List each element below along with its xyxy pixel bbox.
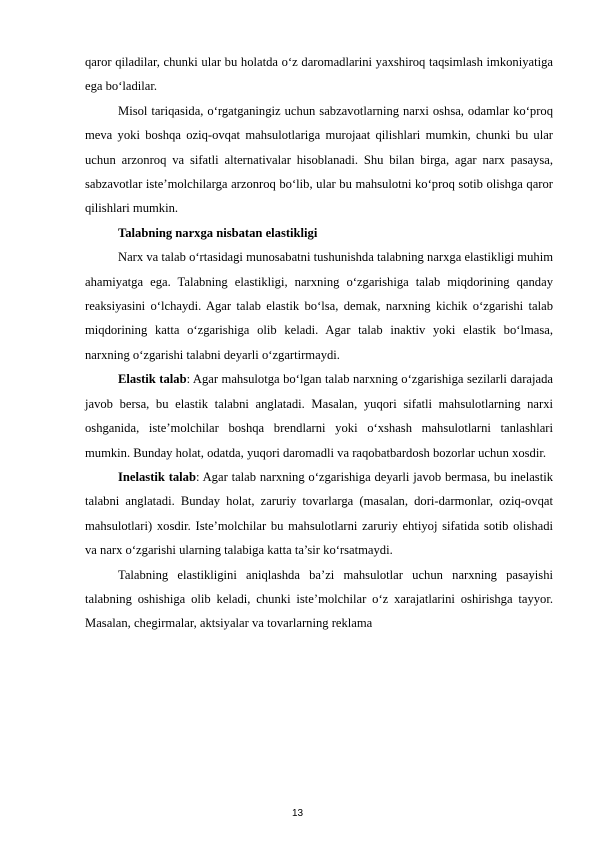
- page-number: 13: [291, 808, 304, 819]
- term-elastic-demand: Elastik talab: [118, 372, 187, 387]
- term-inelastic-demand: Inelastik talab: [118, 469, 196, 484]
- definition-elastic-demand: : Agar mahsulotga bo‘lgan talab narxning o‘zgarishiga sezilarli darajada javob bersa, bu elastik talabni anglatadi. Masalan, yuqori sifatli mahsulotlarning narxi oshganida, iste’molchilar boshqa brendlarni yoki o‘xshash mahsulotlarni tanlashlari mumkin. Bunday holat, odatda, yuqori daromadli va raqobatbardosh bozorlar uchun xosdir.: [85, 372, 554, 460]
- paragraph-elasticity-intro: Narx va talab o‘rtasidagi munosabatni tushunishda talabning narxga elastikligi muhim ahamiyatga ega. Talabning elastikligi, narxning o‘zgarishiga talab miqdorining qanday reaksiyasini o‘lchaydi. Agar talab elastik bo‘lsa, demak, narxning kichik o‘zgarishi talab miqdorining katta o‘zgarishiga olib keladi. Agar talab inaktiv yoki elastik bo‘lmasa, narxning o‘zgarishi talabni deyarli o‘zgartirmaydi.: [85, 250, 553, 362]
- paragraph-example: Misol tariqasida, o‘rgatganingiz uchun sabzavotlarning narxi oshsa, odamlar ko‘proq meva yoki boshqa oziq-ovqat mahsulotlariga murojaat qilishlari mumkin, chunki bu ular uchun arzonroq va sifatli alternativalar hisoblanadi. Shu bilan birga, agar narx pasaysa, sabzavotlar iste’molchilarga arzonroq bo‘lib, ular bu mahsulotni ko‘proq sotib olishga qaror qilishlari mumkin.: [85, 103, 553, 216]
- paragraph-continuation: qaror qiladilar, chunki ular bu holatda o‘z daromadlarini yaxshiroq taqsimlash imkoniyatiga ega bo‘ladilar.: [85, 55, 553, 94]
- section-heading: Talabning narxga nisbatan elastikligi: [118, 225, 318, 240]
- paragraph-elastic-demand: [85, 367, 553, 465]
- page-body: [85, 50, 553, 636]
- paragraph-inelastic-demand: [85, 465, 553, 563]
- paragraph-elasticity-determination: Talabning elastikligini aniqlashda ba’zi mahsulotlar uchun narxning pasayishi talabning oshishiga olib keladi, chunki iste’molchilar o‘z xarajatlarini oshirishga tayyor. Masalan, chegirmalar, aktsiyalar va tovarlarning reklama: [85, 567, 553, 631]
- definition-inelastic-demand: : Agar talab narxning o‘zgarishiga deyarli javob bermasa, bu inelastik talabni anglatadi. Bunday holat, zaruriy tovarlarga (masalan, dori-darmonlar, oziq-ovqat mahsulotlari) xosdir. Iste’molchilar bu mahsulotlarni zaruriy ehtiyoj sifatida sotib olishadi va narx o‘zgarishi ularning talabiga katta ta’sir ko‘rsatmaydi.: [85, 469, 553, 558]
